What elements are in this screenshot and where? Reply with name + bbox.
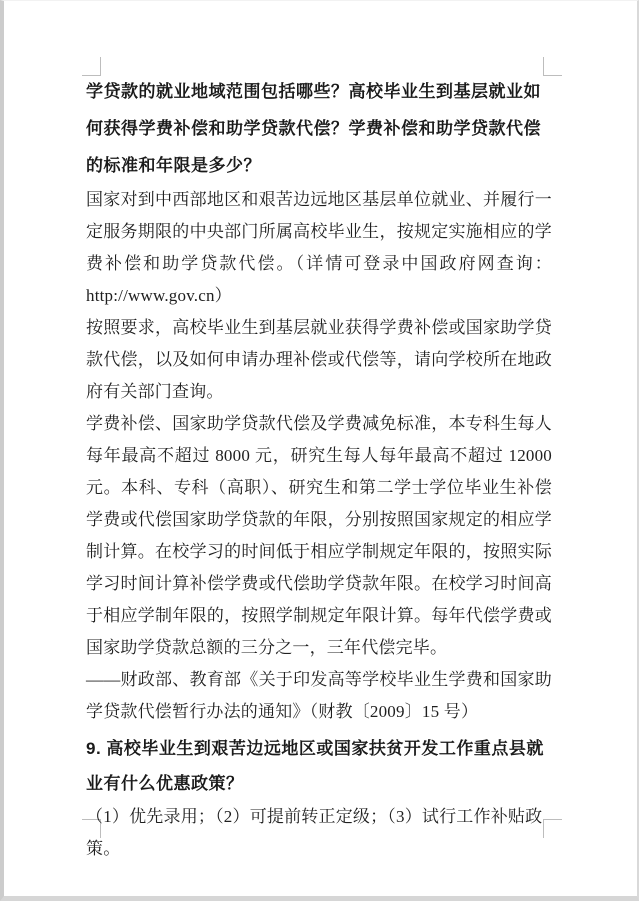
paragraph-source-citation: ——财政部、教育部《关于印发高等学校毕业生学费和国家助学贷款代偿暂行办法的通知》（财教〔2009〕15 号）: [86, 670, 552, 721]
paragraph-compensation-standards: 学费补偿、国家助学贷款代偿及学费减免标准，本专科生每人每年最高不超过 8000 元，研究生每人每年最高不超过 12000 元。本科、专科（高职）、研究生和第二学士学位毕业生补偿学费或代偿国家助学贷款的年限，分别按照国家规定的相应学制计算。在校学习的时间低于相应学制规定年限的，按照实际学习时间计算补偿学费或代偿助学贷款年限。在校学习时间高于相应学制年限的，按照学制规定年限计算。每年代偿学费或国家助学贷款总额的三分之一，三年代偿完毕。: [86, 414, 552, 657]
question9-answer: （1）优先录用；（2）可提前转正定级；（3）试行工作补贴政策。: [86, 807, 543, 858]
question9-heading: 9. 高校毕业生到艰苦边远地区或国家扶贫开发工作重点县就业有什么优惠政策？: [86, 739, 544, 793]
question8-heading: 学贷款的就业地域范围包括哪些？高校毕业生到基层就业如何获得学费补偿和助学贷款代偿？学费补偿和助学贷款代偿的标准和年限是多少？: [86, 82, 541, 175]
paragraph-application-guidance: 按照要求，高校毕业生到基层就业获得学费补偿或国家助学贷款代偿，以及如何申请办理补偿或代偿等，请向学校所在地政府有关部门查询。: [86, 318, 552, 401]
document-text-area[interactable]: [86, 73, 552, 865]
paragraph-policy-overview: 国家对到中西部地区和艰苦边远地区基层单位就业、并履行一定服务期限的中央部门所属高校毕业生，按规定实施相应的学费补偿和助学贷款代偿。（详情可登录中国政府网查询：http://www.gov.cn）: [86, 190, 552, 305]
